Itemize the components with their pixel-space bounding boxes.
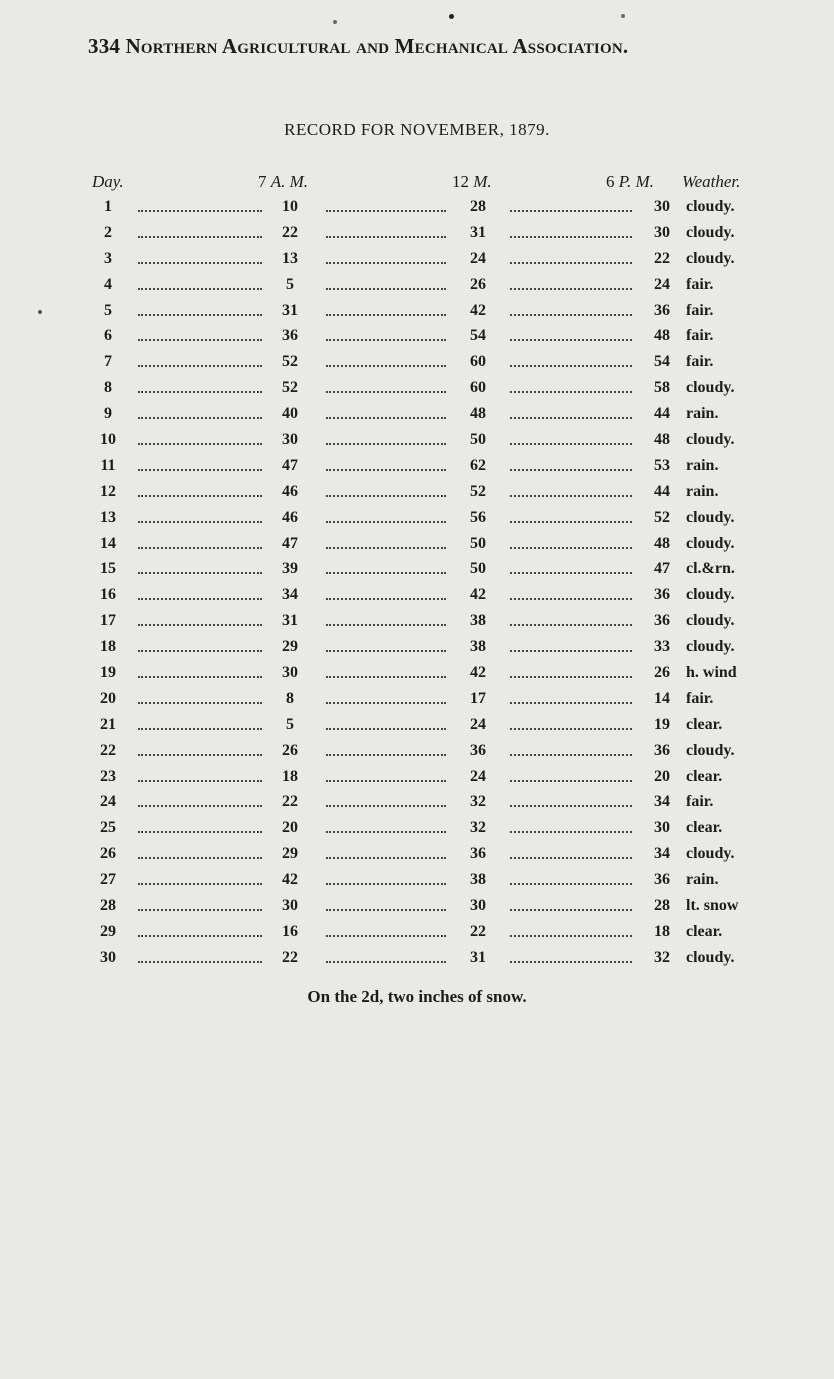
table-row [0,299,834,325]
pm6-cell: 30 [654,819,670,837]
dot-leader [138,443,262,445]
am7-cell: 22 [282,793,298,811]
weather-cell: cl.&rn. [686,560,735,578]
dot-leader [326,236,446,238]
day-cell: 2 [104,223,112,241]
pm6-cell: 34 [654,793,670,811]
noon-cell: 26 [470,275,486,293]
dot-leader [510,598,632,600]
am7-cell: 5 [286,715,294,733]
day-cell: 8 [104,379,112,397]
day-cell: 9 [104,405,112,423]
day-cell: 28 [100,897,116,915]
day-cell: 1 [104,198,112,215]
noon-cell: 24 [470,715,486,733]
dot-leader [510,831,632,833]
table-row [0,713,834,739]
am7-cell: 30 [282,431,298,449]
footnote: On the 2d, two inches of snow. [307,987,527,1006]
am7-cell: 39 [282,560,298,578]
dot-leader [510,650,632,652]
pm6-cell: 36 [654,301,670,319]
column-header-day: Day. [92,172,124,191]
day-cell: 3 [104,249,112,267]
table-row [0,765,834,791]
dot-leader [326,288,446,290]
dot-leader [326,805,446,807]
noon-cell: 50 [470,431,486,449]
dot-leader [326,365,446,367]
dot-leader [326,935,446,937]
day-cell: 27 [100,871,116,889]
dot-leader [138,210,262,212]
weather-cell: cloudy. [686,586,735,604]
dot-leader [138,780,262,782]
pm6-cell: 34 [654,845,670,863]
noon-cell: 50 [470,560,486,578]
day-cell: 11 [100,456,116,474]
dot-leader [510,572,632,574]
noon-cell: 38 [470,612,486,630]
weather-cell: rain. [686,482,719,500]
noon-cell: 62 [470,456,486,474]
noon-cell: 31 [470,223,486,241]
dot-leader [326,495,446,497]
dot-leader [138,236,262,238]
dot-leader [138,754,262,756]
print-speck [449,14,454,19]
day-cell: 26 [100,845,116,863]
print-speck [333,20,337,24]
pm6-cell: 33 [654,638,670,656]
weather-cell: cloudy. [686,249,735,267]
am7-cell: 5 [286,275,294,293]
dot-leader [138,339,262,341]
dot-leader [326,547,446,549]
weather-cell: cloudy. [686,223,735,241]
column-header-6pm: 6 P. M. [606,172,654,191]
table-row [0,946,834,972]
day-cell: 4 [104,275,112,293]
dot-leader [510,805,632,807]
dot-leader [138,805,262,807]
page-number: 334 [88,34,121,58]
day-cell: 21 [100,715,116,733]
table-row [0,661,834,687]
pm6-cell: 58 [654,379,670,397]
noon-cell: 22 [470,922,486,940]
weather-cell: cloudy. [686,534,735,552]
pm6-cell: 30 [654,223,670,241]
dot-leader [138,547,262,549]
dot-leader [510,754,632,756]
noon-cell: 42 [470,301,486,319]
weather-cell: cloudy. [686,638,735,656]
dot-leader [326,598,446,600]
dot-leader [510,702,632,704]
dot-leader [510,547,632,549]
noon-cell: 42 [470,586,486,604]
noon-cell: 31 [470,948,486,966]
day-cell: 30 [100,948,116,966]
weather-cell: fair. [686,275,714,293]
day-cell: 15 [100,560,116,578]
am7-cell: 46 [282,508,298,526]
noon-cell: 36 [470,845,486,863]
am7-cell: 22 [282,948,298,966]
table-row [0,609,834,635]
day-cell: 13 [100,508,116,526]
dot-leader [510,288,632,290]
dot-leader [326,469,446,471]
pm6-cell: 36 [654,741,670,759]
am7-cell: 22 [282,223,298,241]
table-row [0,350,834,376]
dot-leader [326,883,446,885]
dot-leader [326,857,446,859]
pm6-cell: 22 [654,249,670,267]
dot-leader [138,521,262,523]
table-row [0,894,834,920]
dot-leader [510,236,632,238]
weather-cell: cloudy. [686,948,735,966]
noon-cell: 60 [470,353,486,371]
am7-cell: 26 [282,741,298,759]
am7-cell: 10 [282,198,298,215]
weather-cell: h. wind [686,664,737,682]
dot-leader [326,624,446,626]
dot-leader [138,365,262,367]
dot-leader [138,857,262,859]
dot-leader [326,961,446,963]
day-cell: 25 [100,819,116,837]
dot-leader [510,676,632,678]
dot-leader [138,624,262,626]
am7-cell: 47 [282,456,298,474]
table-row [0,816,834,842]
noon-cell: 36 [470,741,486,759]
table-row [0,790,834,816]
weather-cell: clear. [686,767,723,785]
am7-cell: 52 [282,353,298,371]
day-cell: 5 [104,301,112,319]
noon-cell: 56 [470,508,486,526]
dot-leader [510,262,632,264]
dot-leader [510,935,632,937]
pm6-cell: 48 [654,431,670,449]
dot-leader [138,391,262,393]
dot-leader [326,728,446,730]
dot-leader [326,650,446,652]
dot-leader [510,469,632,471]
pm6-cell: 47 [654,560,670,578]
table-row [0,376,834,402]
weather-cell: fair. [686,353,714,371]
weather-cell: fair. [686,327,714,345]
table-row [0,247,834,273]
day-cell: 20 [100,689,116,707]
weather-cell: rain. [686,405,719,423]
weather-cell: cloudy. [686,379,735,397]
dot-leader [138,469,262,471]
dot-leader [510,909,632,911]
day-cell: 17 [100,612,116,630]
dot-leader [510,521,632,523]
print-speck [621,14,625,18]
noon-cell: 42 [470,664,486,682]
pm6-cell: 36 [654,871,670,889]
weather-cell: cloudy. [686,612,735,630]
am7-cell: 52 [282,379,298,397]
dot-leader [138,262,262,264]
am7-cell: 42 [282,871,298,889]
table-row [0,920,834,946]
dot-leader [510,365,632,367]
noon-cell: 17 [470,689,486,707]
table-row [0,480,834,506]
table-row [0,842,834,868]
pm6-cell: 24 [654,275,670,293]
table-row [0,324,834,350]
table-row [0,221,834,247]
weather-cell: rain. [686,456,719,474]
column-header-noon: 12 M. [452,172,492,191]
dot-leader [326,210,446,212]
running-head [88,34,628,59]
dot-leader [138,650,262,652]
am7-cell: 36 [282,327,298,345]
noon-cell: 50 [470,534,486,552]
noon-cell: 52 [470,482,486,500]
dot-leader [138,314,262,316]
dot-leader [138,728,262,730]
dot-leader [138,417,262,419]
dot-leader [138,935,262,937]
noon-cell: 24 [470,249,486,267]
dot-leader [138,702,262,704]
dot-leader [326,676,446,678]
am7-cell: 47 [282,534,298,552]
day-cell: 24 [100,793,116,811]
table-row [0,454,834,480]
day-cell: 18 [100,638,116,656]
weather-cell: fair. [686,689,714,707]
weather-cell: rain. [686,871,719,889]
pm6-cell: 48 [654,327,670,345]
pm6-cell: 30 [654,198,670,215]
weather-cell: lt. snow [686,897,739,915]
noon-cell: 54 [470,327,486,345]
dot-leader [326,262,446,264]
table-row [0,739,834,765]
dot-leader [510,624,632,626]
column-header-weather: Weather. [682,172,741,191]
dot-leader [138,598,262,600]
weather-cell: fair. [686,301,714,319]
pm6-cell: 20 [654,767,670,785]
pm6-cell: 44 [654,405,670,423]
table-title: RECORD FOR NOVEMBER, 1879. [284,120,550,139]
day-cell: 14 [100,534,116,552]
weather-cell: clear. [686,922,723,940]
day-cell: 23 [100,767,116,785]
am7-cell: 40 [282,405,298,423]
weather-cell: clear. [686,819,723,837]
pm6-cell: 44 [654,482,670,500]
pm6-cell: 28 [654,897,670,915]
pm6-cell: 18 [654,922,670,940]
weather-cell: clear. [686,715,723,733]
dot-leader [326,780,446,782]
dot-leader [510,857,632,859]
dot-leader [326,339,446,341]
dot-leader [138,961,262,963]
table-row [0,532,834,558]
noon-cell: 38 [470,871,486,889]
dot-leader [510,339,632,341]
pm6-cell: 36 [654,612,670,630]
dot-leader [326,443,446,445]
noon-cell: 38 [470,638,486,656]
table-row [0,635,834,661]
day-cell: 29 [100,922,116,940]
am7-cell: 30 [282,897,298,915]
running-title: Northern Agricultural and Mechanical Association. [125,34,629,58]
weather-cell: fair. [686,793,714,811]
noon-cell: 28 [470,198,486,215]
dot-leader [138,288,262,290]
noon-cell: 32 [470,819,486,837]
dot-leader [138,883,262,885]
am7-cell: 31 [282,301,298,319]
dot-leader [326,314,446,316]
table-row [0,506,834,532]
table-row [0,195,834,221]
dot-leader [510,417,632,419]
table-row [0,687,834,713]
am7-cell: 18 [282,767,298,785]
day-cell: 12 [100,482,116,500]
dot-leader [138,495,262,497]
dot-leader [510,210,632,212]
pm6-cell: 26 [654,664,670,682]
weather-cell: cloudy. [686,741,735,759]
am7-cell: 16 [282,922,298,940]
weather-cell: cloudy. [686,508,735,526]
dot-leader [326,572,446,574]
dot-leader [138,572,262,574]
pm6-cell: 53 [654,456,670,474]
noon-cell: 48 [470,405,486,423]
day-cell: 19 [100,664,116,682]
pm6-cell: 48 [654,534,670,552]
noon-cell: 32 [470,793,486,811]
table-row [0,868,834,894]
dot-leader [510,728,632,730]
day-cell: 6 [104,327,112,345]
am7-cell: 30 [282,664,298,682]
dot-leader [326,754,446,756]
table-row [0,428,834,454]
dot-leader [138,831,262,833]
day-cell: 10 [100,431,116,449]
dot-leader [510,961,632,963]
dot-leader [326,391,446,393]
weather-cell: cloudy. [686,198,735,215]
am7-cell: 34 [282,586,298,604]
pm6-cell: 52 [654,508,670,526]
am7-cell: 31 [282,612,298,630]
table-row [0,583,834,609]
dot-leader [510,391,632,393]
pm6-cell: 19 [654,715,670,733]
weather-cell: cloudy. [686,431,735,449]
day-cell: 22 [100,741,116,759]
dot-leader [326,521,446,523]
noon-cell: 24 [470,767,486,785]
dot-leader [510,314,632,316]
dot-leader [326,909,446,911]
noon-cell: 30 [470,897,486,915]
table-row [0,557,834,583]
pm6-cell: 32 [654,948,670,966]
pm6-cell: 14 [654,689,670,707]
am7-cell: 29 [282,638,298,656]
dot-leader [138,676,262,678]
day-cell: 7 [104,353,112,371]
dot-leader [510,883,632,885]
dot-leader [138,909,262,911]
table-row [0,402,834,428]
pm6-cell: 54 [654,353,670,371]
pm6-cell: 36 [654,586,670,604]
column-header-7am: 7 A. M. [258,172,309,191]
table-row [0,273,834,299]
dot-leader [510,443,632,445]
am7-cell: 46 [282,482,298,500]
dot-leader [510,495,632,497]
am7-cell: 29 [282,845,298,863]
temperature-table [0,195,834,972]
day-cell: 16 [100,586,116,604]
am7-cell: 13 [282,249,298,267]
noon-cell: 60 [470,379,486,397]
am7-cell: 20 [282,819,298,837]
dot-leader [326,702,446,704]
weather-cell: cloudy. [686,845,735,863]
am7-cell: 8 [286,689,294,707]
dot-leader [326,831,446,833]
dot-leader [326,417,446,419]
dot-leader [510,780,632,782]
